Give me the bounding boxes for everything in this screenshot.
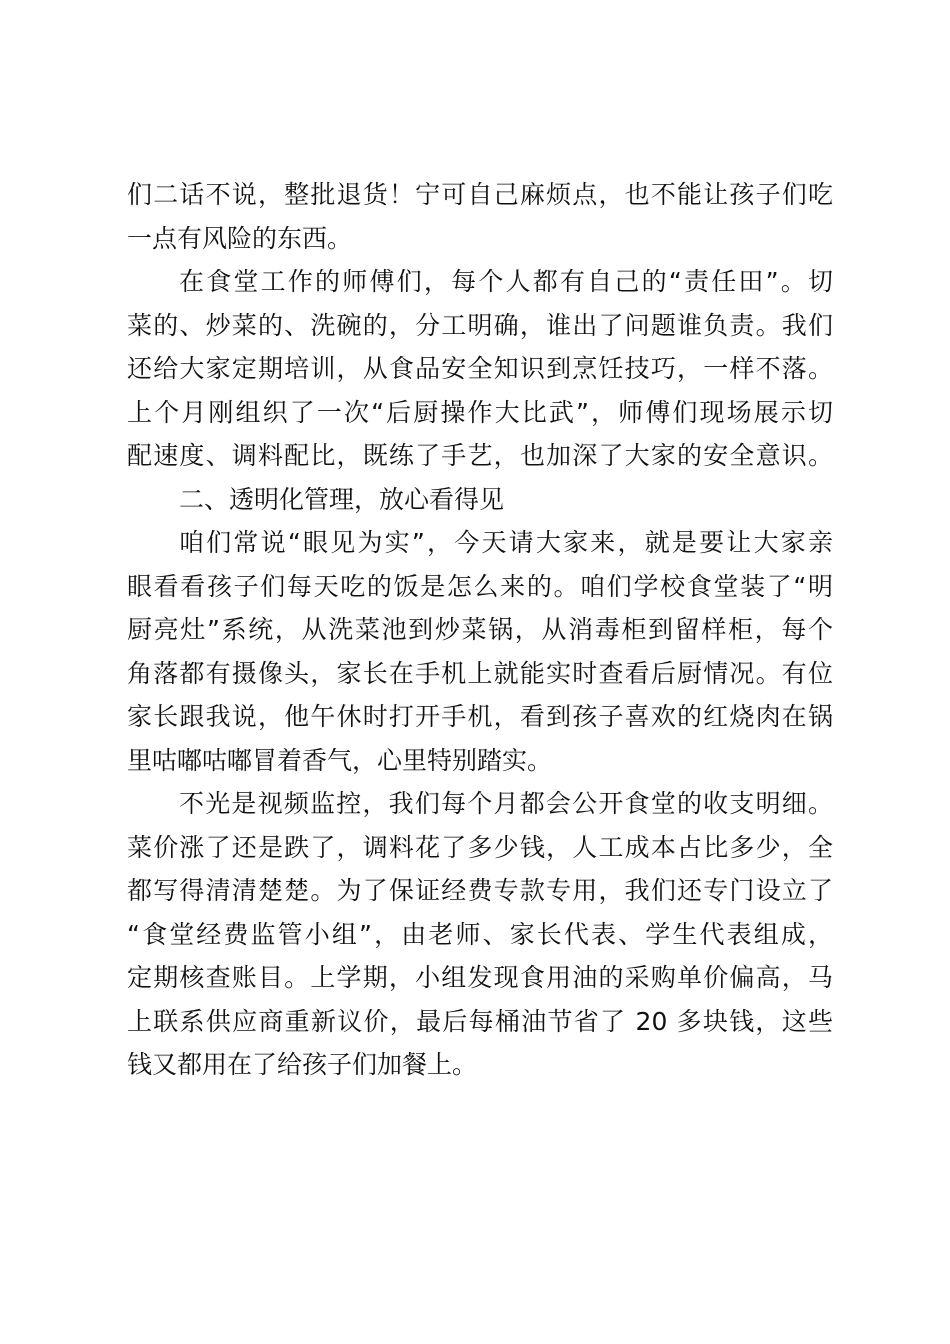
- paragraph-4-line-5: 定期核查账目。上学期，小组发现食用油的采购单价偏高，马: [127, 963, 833, 992]
- section-heading: 二、透明化管理，放心看得见: [179, 484, 505, 514]
- paragraph-1-line-2: 一点有风险的东西。: [127, 223, 353, 253]
- paragraph-2-line-4: 上个月刚组织了一次“后厨操作大比武”，师傅们现场展示切: [127, 397, 833, 427]
- paragraph-2-line-1: 在食堂工作的师傅们，每个人都有自己的“责任田”。切: [179, 267, 833, 296]
- body-text: [127, 173, 833, 1087]
- paragraph-3-line-5: 家长跟我说，他午休时打开手机，看到孩子喜欢的红烧肉在锅: [127, 702, 833, 731]
- paragraph-3-line-4: 角落都有摄像头，家长在手机上就能实时查看后厨情况。有位: [127, 658, 833, 688]
- paragraph-3-line-1: 咱们常说“眼见为实”，今天请大家来，就是要让大家亲: [179, 528, 833, 557]
- paragraph-3-line-2: 眼看看孩子们每天吃的饭是怎么来的。咱们学校食堂装了“明: [127, 571, 833, 601]
- paragraph-4-line-7: 钱又都用在了给孩子们加餐上。: [127, 1050, 478, 1079]
- paragraph-4-line-6: 上联系供应商重新议价，最后每桶油节省了 20 多块钱，这些: [127, 1006, 833, 1036]
- paragraph-2-line-3: 还给大家定期培训，从食品安全知识到烹饪技巧，一样不落。: [127, 354, 833, 383]
- paragraph-2-line-2: 菜的、炒菜的、洗碗的，分工明确，谁出了问题谁负责。我们: [127, 310, 833, 340]
- paragraph-4-line-2: 菜价涨了还是跌了，调料花了多少钱，人工成本占比多少，全: [127, 832, 833, 862]
- paragraph-3-line-6: 里咕嘟咕嘟冒着香气，心里特别踏实。: [127, 745, 553, 775]
- paragraph-4-line-4: “食堂经费监管小组”，由老师、家长代表、学生代表组成，: [127, 919, 833, 949]
- paragraph-4-line-3: 都写得清清楚楚。为了保证经费专款专用，我们还专门设立了: [127, 876, 833, 905]
- paragraph-2-line-5: 配速度、调料配比，既练了手艺，也加深了大家的安全意识。: [127, 441, 833, 470]
- paragraph-1-line-1: 们二话不说，整批退货！宁可自己麻烦点，也不能让孩子们吃: [127, 180, 833, 209]
- paragraph-4-line-1: 不光是视频监控，我们每个月都会公开食堂的收支明细。: [179, 789, 833, 818]
- paragraph-3-line-3: 厨亮灶”系统，从洗菜池到炒菜锅，从消毒柜到留样柜，每个: [127, 615, 833, 644]
